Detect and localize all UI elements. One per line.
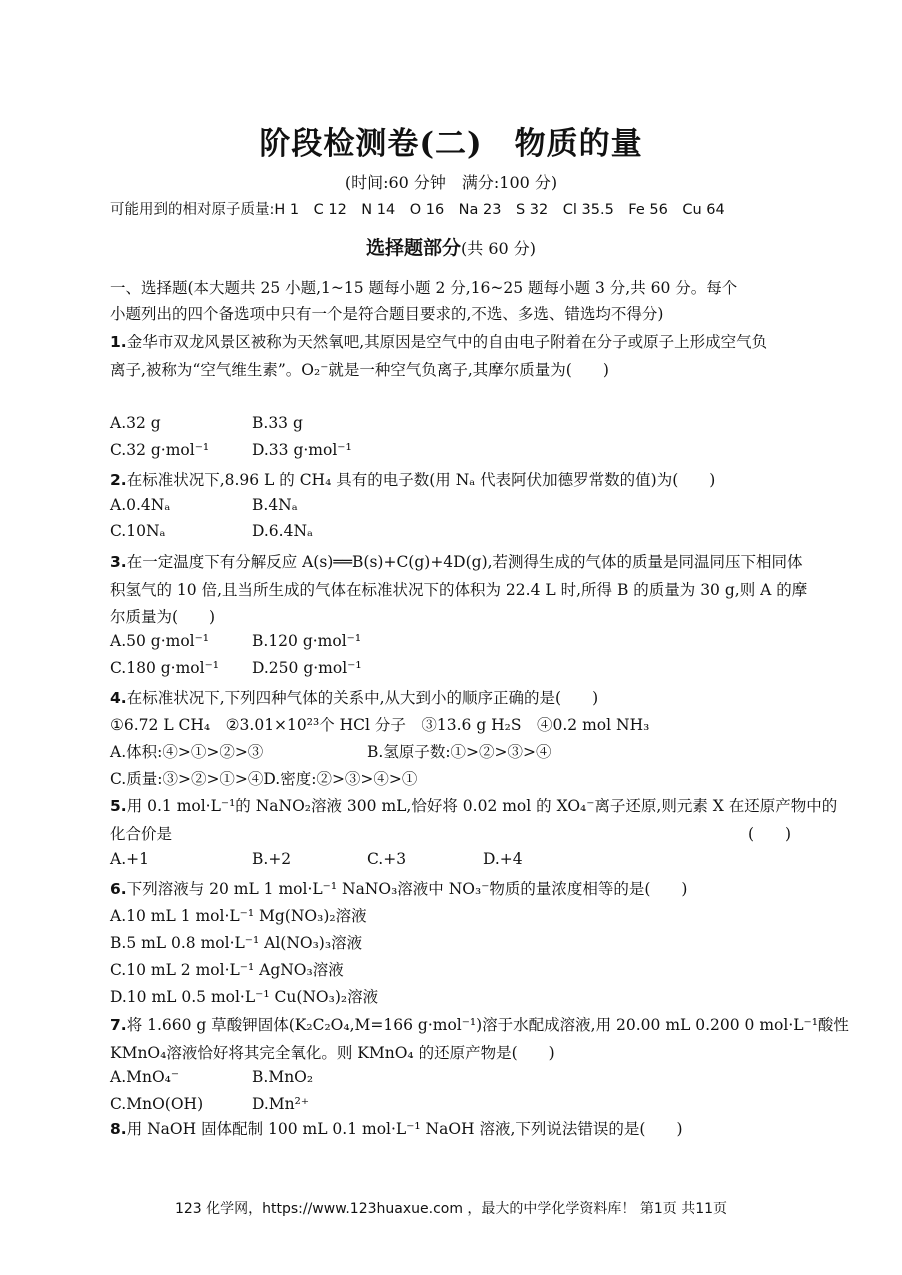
question-3-line-1 [110, 550, 803, 572]
question-1-option-c: C.32 g·mol⁻¹ [110, 441, 210, 459]
instruction-line-1: 一、选择题(本大题共 25 小题,1~15 题每小题 2 分,16~25 题每小题 3 分,共 60 分。每个 [110, 279, 738, 297]
question-1-option-d: D.33 g·mol⁻¹ [252, 441, 352, 459]
question-1-option-b: B.33 g [252, 414, 303, 432]
section-title: 选择题部分 [365, 237, 461, 259]
question-2-number: 2. [110, 471, 127, 489]
question-3-line-2: 积氢气的 10 倍,且当所生成的气体在标准状况下的体积为 22.4 L 时,所得 B 的质量为 30 g,则 A 的摩 [110, 581, 808, 599]
atomic-masses: 可能用到的相对原子质量:H 1 C 12 N 14 O 16 Na 23 S 32 Cl 35.5 Fe 56 Cu 64 [110, 202, 725, 218]
question-6-text-1: 下列溶液与 20 mL 1 mol·L⁻¹ NaNO₃溶液中 NO₃⁻物质的量浓度相等的是( ) [126, 880, 688, 898]
question-2-option-a: A.0.4Nₐ [110, 496, 171, 514]
question-5-answer-bracket: ( ) [748, 825, 792, 843]
question-2-text-1: 在标准状况下,8.96 L 的 CH₄ 具有的电子数(用 Nₐ 代表阿伏加德罗常数的值)为( ) [126, 471, 716, 489]
question-2-option-c: C.10Nₐ [110, 522, 166, 540]
instruction-line-2: 小题列出的四个备选项中只有一个是符合题目要求的,不选、多选、错选均不得分) [110, 305, 664, 323]
question-7-option-a: A.MnO₄⁻ [110, 1068, 180, 1086]
question-8-line-1 [110, 1117, 683, 1139]
exam-time-info: (时间:60 分钟 满分:100 分) [344, 173, 558, 192]
question-3-option-a: A.50 g·mol⁻¹ [110, 632, 210, 650]
question-3-option-b: B.120 g·mol⁻¹ [252, 632, 362, 650]
question-3-option-c: C.180 g·mol⁻¹ [110, 659, 219, 677]
question-7-text-1: 将 1.660 g 草酸钾固体(K₂C₂O₄,M=166 g·mol⁻¹)溶于水配成溶液,用 20.00 mL 0.200 0 mol·L⁻¹酸性 [126, 1016, 849, 1034]
question-7-line-1 [110, 1013, 849, 1035]
question-5-line-1 [110, 794, 837, 816]
question-8-number: 8. [110, 1120, 127, 1138]
question-2-option-d: D.6.4Nₐ [252, 522, 313, 540]
question-2-line-1 [110, 468, 715, 490]
question-4-option-b: B.氢原子数:①>②>③>④ [367, 743, 552, 761]
question-6-option-d: D.10 mL 0.5 mol·L⁻¹ Cu(NO₃)₂溶液 [110, 988, 379, 1006]
question-4-line-2: ①6.72 L CH₄ ②3.01×10²³个 HCl 分子 ③13.6 g H₂S ④0.2 mol NH₃ [110, 716, 650, 734]
question-7-number: 7. [110, 1016, 127, 1034]
question-3-text-1: 在一定温度下有分解反应 A(s)══B(s)+C(g)+4D(g),若测得生成的气体的质量是同温同压下相同体 [126, 553, 803, 571]
question-5-option-a: A.+1 [110, 850, 149, 868]
question-5-line-2: 化合价是 [110, 825, 173, 843]
question-3-option-d: D.250 g·mol⁻¹ [252, 659, 362, 677]
question-7-option-c: C.MnO(OH) [110, 1095, 204, 1113]
question-1-number: 1. [110, 333, 127, 351]
question-1-option-a: A.32 g [110, 414, 161, 432]
section-heading [0, 233, 902, 260]
page-title: 阶段检测卷(二) 物质的量 [259, 126, 643, 162]
question-1-text-1: 金华市双龙风景区被称为天然氧吧,其原因是空气中的自由电子附着在分子或原子上形成空气负 [126, 333, 768, 351]
page-footer: 123 化学网，https://www.123huaxue.com ，最大的中学化学资料库！ 第1页 共11页 [174, 1201, 728, 1217]
question-5-option-b: B.+2 [252, 850, 292, 868]
question-8-text-1: 用 NaOH 固体配制 100 mL 0.1 mol·L⁻¹ NaOH 溶液,下列说法错误的是( ) [126, 1120, 683, 1138]
question-7-option-b: B.MnO₂ [252, 1068, 314, 1086]
question-7-line-2: KMnO₄溶液恰好将其完全氧化。则 KMnO₄ 的还原产物是( ) [110, 1044, 555, 1062]
question-4-option-a: A.体积:④>①>②>③ [110, 743, 264, 761]
question-5-text-1: 用 0.1 mol·L⁻¹的 NaNO₂溶液 300 mL,恰好将 0.02 mol 的 XO₄⁻离子还原,则元素 X 在还原产物中的 [126, 797, 838, 815]
question-7-option-d: D.Mn²⁺ [252, 1095, 310, 1113]
question-1-line-2: 离子,被称为“空气维生素”。O₂⁻就是一种空气负离子,其摩尔质量为( ) [110, 361, 609, 379]
question-2-option-b: B.4Nₐ [252, 496, 298, 514]
question-4-text-1: 在标准状况下,下列四种气体的关系中,从大到小的顺序正确的是( ) [126, 689, 599, 707]
question-6-option-b: B.5 mL 0.8 mol·L⁻¹ Al(NO₃)₃溶液 [110, 934, 363, 952]
question-6-line-1 [110, 877, 687, 899]
question-6-option-a: A.10 mL 1 mol·L⁻¹ Mg(NO₃)₂溶液 [110, 907, 367, 925]
question-5-option-c: C.+3 [367, 850, 407, 868]
question-4-option-cd: C.质量:③>②>①>④D.密度:②>③>④>① [110, 770, 418, 788]
question-4-number: 4. [110, 689, 127, 707]
question-5-number: 5. [110, 797, 127, 815]
question-6-number: 6. [110, 880, 127, 898]
question-5-option-d: D.+4 [483, 850, 523, 868]
section-score: (共 60 分) [460, 239, 537, 258]
question-1-line-1 [110, 330, 767, 352]
question-3-line-3: 尔质量为( ) [110, 608, 216, 626]
question-4-line-1 [110, 686, 598, 708]
question-3-number: 3. [110, 553, 127, 571]
question-6-option-c: C.10 mL 2 mol·L⁻¹ AgNO₃溶液 [110, 961, 344, 979]
